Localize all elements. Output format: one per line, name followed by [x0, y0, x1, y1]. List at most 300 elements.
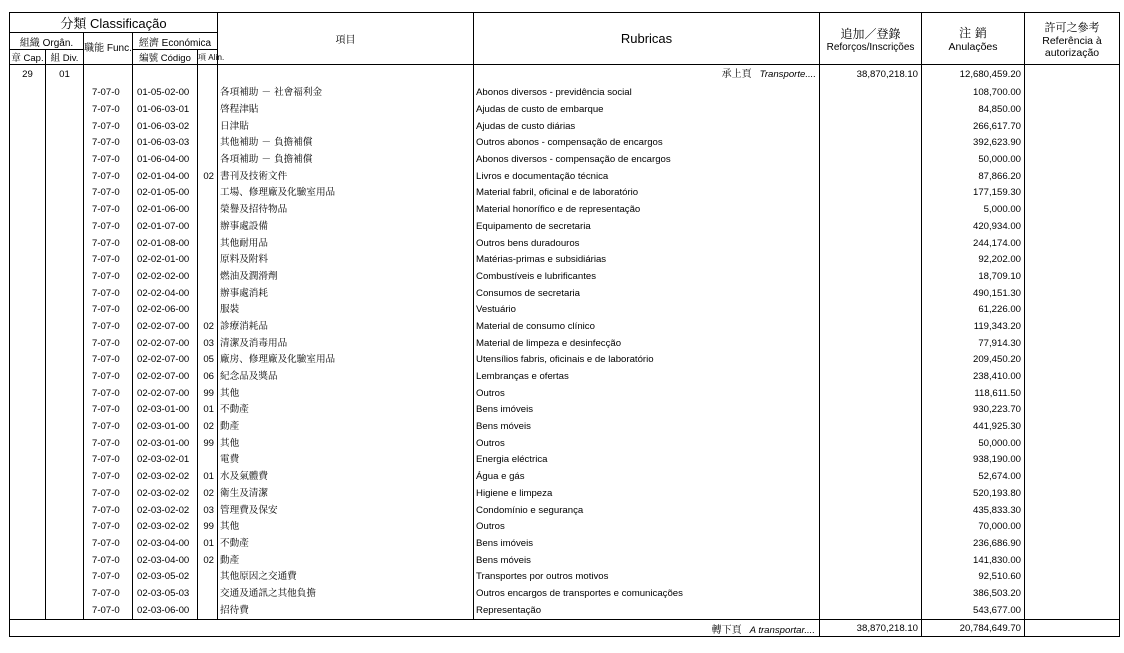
alin-cell: 02: [198, 552, 218, 569]
table-row: [10, 85, 1120, 102]
cap-cell: [10, 152, 46, 169]
reforcos-cell: [820, 385, 922, 402]
func-cell: 7-07-0: [84, 202, 133, 219]
item-zh-cell: 動產: [218, 419, 474, 436]
alin-cell: 01: [198, 536, 218, 553]
rubrica-cell: Outros: [474, 435, 820, 452]
item-zh-cell: 水及氣體費: [218, 469, 474, 486]
func-cell: 7-07-0: [84, 135, 133, 152]
div-cell: [46, 536, 84, 553]
func-cell: 7-07-0: [84, 552, 133, 569]
rubrica-cell: Livros e documentação técnica: [474, 168, 820, 185]
reforcos-cell: [820, 552, 922, 569]
alin-cell: 05: [198, 352, 218, 369]
cap-cell: [10, 602, 46, 619]
div-cell: [46, 419, 84, 436]
rubrica-cell: Ajudas de custo de embarque: [474, 102, 820, 119]
reforcos-cell: [820, 369, 922, 386]
code-cell: 02-03-05-03: [133, 586, 198, 603]
cap-cell: [10, 369, 46, 386]
table-footer: [10, 620, 1120, 637]
carry-forward-reforcos: 38,870,218.10: [820, 620, 922, 637]
div-cell: [46, 385, 84, 402]
item-zh-cell: 書刊及技術文件: [218, 168, 474, 185]
referencia-cell: [1025, 102, 1120, 119]
func-cell: 7-07-0: [84, 486, 133, 503]
carried-reforcos: 38,870,218.10: [820, 65, 922, 86]
reforcos-cell: [820, 502, 922, 519]
alin-cell: [198, 202, 218, 219]
div-cell: [46, 486, 84, 503]
code-cell: 02-03-01-00: [133, 419, 198, 436]
alin-cell: [198, 185, 218, 202]
item-zh-cell: 衛生及清潔: [218, 486, 474, 503]
table-row: [10, 552, 1120, 569]
cap-cell: [10, 352, 46, 369]
func-cell: 7-07-0: [84, 85, 133, 102]
reforcos-cell: [820, 102, 922, 119]
div-cell: [46, 285, 84, 302]
func-cell: 7-07-0: [84, 452, 133, 469]
referencia-cell: [1025, 185, 1120, 202]
reforcos-cell: [820, 469, 922, 486]
item-zh-cell: 不動產: [218, 536, 474, 553]
anulacoes-cell: 238,410.00: [922, 369, 1025, 386]
budget-ledger-table: [9, 12, 1120, 637]
anulacoes-header: 注 銷 Anulações: [922, 13, 1025, 65]
anulacoes-cell: 520,193.80: [922, 486, 1025, 503]
referencia-header: 許可之參考 Referência à autorização: [1025, 13, 1120, 65]
reforcos-cell: [820, 419, 922, 436]
code-cell: 02-02-04-00: [133, 285, 198, 302]
cap-cell: [10, 335, 46, 352]
cap-cell: [10, 419, 46, 436]
div-cell: [46, 552, 84, 569]
func-cell: 7-07-0: [84, 569, 133, 586]
div-cell: [46, 118, 84, 135]
alin-cell: [198, 118, 218, 135]
alin-cell: [198, 235, 218, 252]
code-cell: 01-06-03-02: [133, 118, 198, 135]
cap-cell: [10, 118, 46, 135]
table-row: [10, 435, 1120, 452]
alin-cell: 03: [198, 502, 218, 519]
code-cell: 02-02-07-00: [133, 369, 198, 386]
referencia-cell: [1025, 602, 1120, 619]
reforcos-cell: [820, 219, 922, 236]
reforcos-cell: [820, 452, 922, 469]
referencia-cell: [1025, 219, 1120, 236]
code-cell: 01-06-03-03: [133, 135, 198, 152]
anulacoes-cell: 92,510.60: [922, 569, 1025, 586]
table-row: [10, 269, 1120, 286]
reforcos-cell: [820, 168, 922, 185]
table-row: [10, 235, 1120, 252]
anulacoes-cell: 108,700.00: [922, 85, 1025, 102]
code-cell: 02-02-07-00: [133, 352, 198, 369]
func-cell: 7-07-0: [84, 469, 133, 486]
table-row: [10, 602, 1120, 619]
cap-cell: [10, 269, 46, 286]
rubrica-cell: Lembranças e ofertas: [474, 369, 820, 386]
table-row: [10, 385, 1120, 402]
alin-cell: [198, 135, 218, 152]
table-row: [10, 486, 1120, 503]
code-cell: 02-02-06-00: [133, 302, 198, 319]
item-zh-cell: 清潔及消毒用品: [218, 335, 474, 352]
code-cell: 02-03-04-00: [133, 552, 198, 569]
reforcos-cell: [820, 586, 922, 603]
anulacoes-cell: 52,674.00: [922, 469, 1025, 486]
table-row: [10, 502, 1120, 519]
anulacoes-cell: 77,914.30: [922, 335, 1025, 352]
rubrica-cell: Bens imóveis: [474, 536, 820, 553]
reforcos-cell: [820, 402, 922, 419]
div-cell: 01: [46, 65, 84, 86]
carry-forward-row: [10, 620, 1120, 637]
funcional-header: 職能 Func.: [84, 33, 133, 65]
item-zh-cell: 服裝: [218, 302, 474, 319]
cap-cell: [10, 202, 46, 219]
code-cell: 02-03-05-02: [133, 569, 198, 586]
referencia-cell: [1025, 118, 1120, 135]
func-cell: 7-07-0: [84, 285, 133, 302]
anulacoes-cell: 118,611.50: [922, 385, 1025, 402]
classificacao-header: 分類 Classificação: [10, 13, 218, 33]
anulacoes-cell: 386,503.20: [922, 586, 1025, 603]
alin-cell: 06: [198, 369, 218, 386]
referencia-cell: [1025, 369, 1120, 386]
code-cell: 02-02-07-00: [133, 385, 198, 402]
func-cell: 7-07-0: [84, 519, 133, 536]
anulacoes-cell: 441,925.30: [922, 419, 1025, 436]
cap-cell: [10, 519, 46, 536]
rubrica-cell: Matérias-primas e subsidiárias: [474, 252, 820, 269]
code-cell: 02-01-07-00: [133, 219, 198, 236]
div-cell: [46, 319, 84, 336]
referencia-cell: [1025, 302, 1120, 319]
cap-cell: [10, 302, 46, 319]
alin-cell: 99: [198, 519, 218, 536]
item-zh-cell: 榮譽及招待物品: [218, 202, 474, 219]
code-cell: 01-06-04-00: [133, 152, 198, 169]
item-zh-header: 項目: [218, 13, 474, 65]
reforcos-cell: [820, 536, 922, 553]
table-row: [10, 118, 1120, 135]
item-zh-cell: 燃油及潤滑劑: [218, 269, 474, 286]
item-zh-cell: 其他: [218, 435, 474, 452]
anulacoes-cell: 87,866.20: [922, 168, 1025, 185]
anulacoes-cell: 209,450.20: [922, 352, 1025, 369]
rubricas-header: Rubricas: [474, 13, 820, 65]
referencia-cell: [1025, 502, 1120, 519]
referencia-cell: [1025, 168, 1120, 185]
rubrica-cell: Energia eléctrica: [474, 452, 820, 469]
table-row: [10, 536, 1120, 553]
reforcos-cell: [820, 118, 922, 135]
table-row: [10, 168, 1120, 185]
cap-cell: [10, 502, 46, 519]
cap-cell: [10, 385, 46, 402]
alin-cell: 99: [198, 385, 218, 402]
rubrica-cell: Outros abonos - compensação de encargos: [474, 135, 820, 152]
reforcos-cell: [820, 202, 922, 219]
rubrica-cell: Outros: [474, 385, 820, 402]
code-cell: 02-01-06-00: [133, 202, 198, 219]
rubrica-cell: Ajudas de custo diárias: [474, 118, 820, 135]
div-cell: [46, 135, 84, 152]
code-cell: 02-01-05-00: [133, 185, 198, 202]
code-cell: 02-02-02-00: [133, 269, 198, 286]
table-row: [10, 219, 1120, 236]
reforcos-cell: [820, 85, 922, 102]
reforcos-header: 追加／登錄 Reforços/Inscrições: [820, 13, 922, 65]
cap-cell: [10, 469, 46, 486]
item-zh-cell: 各項補助 － 負擔補償: [218, 152, 474, 169]
table-body: [10, 65, 1120, 620]
table-row: [10, 185, 1120, 202]
item-zh-cell: 其他: [218, 519, 474, 536]
item-zh-cell: 管理費及保安: [218, 502, 474, 519]
rubrica-cell: Material honorífico e de representação: [474, 202, 820, 219]
div-cell: [46, 502, 84, 519]
func-cell: 7-07-0: [84, 252, 133, 269]
item-zh-cell: 工場、修理廠及化驗室用品: [218, 185, 474, 202]
code-cell: 01-05-02-00: [133, 85, 198, 102]
rubrica-cell: Vestuário: [474, 302, 820, 319]
code-cell: 02-03-02-02: [133, 469, 198, 486]
cap-cell: [10, 235, 46, 252]
alin-cell: 03: [198, 335, 218, 352]
cap-cell: [10, 402, 46, 419]
func-cell: 7-07-0: [84, 502, 133, 519]
item-zh-cell: 其他: [218, 385, 474, 402]
table-row: [10, 369, 1120, 386]
rubrica-cell: Material de consumo clínico: [474, 319, 820, 336]
rubrica-cell: Higiene e limpeza: [474, 486, 820, 503]
code-cell: 02-01-08-00: [133, 235, 198, 252]
anulacoes-cell: 244,174.00: [922, 235, 1025, 252]
func-cell: 7-07-0: [84, 369, 133, 386]
alin-cell: [198, 586, 218, 603]
carry-forward-label: 轉下頁 A transportar....: [474, 620, 820, 637]
cap-cell: [10, 252, 46, 269]
cap-cell: [10, 285, 46, 302]
func-cell: 7-07-0: [84, 352, 133, 369]
div-cell: [46, 569, 84, 586]
alin-cell: [198, 252, 218, 269]
table-row: [10, 102, 1120, 119]
rubrica-cell: Outros bens duradouros: [474, 235, 820, 252]
cap-cell: [10, 219, 46, 236]
alin-cell: 99: [198, 435, 218, 452]
referencia-cell: [1025, 402, 1120, 419]
alin-cell: 02: [198, 419, 218, 436]
referencia-cell: [1025, 285, 1120, 302]
reforcos-cell: [820, 185, 922, 202]
div-cell: [46, 519, 84, 536]
cap-cell: [10, 569, 46, 586]
alin-cell: 02: [198, 319, 218, 336]
anulacoes-cell: 50,000.00: [922, 152, 1025, 169]
referencia-cell: [1025, 85, 1120, 102]
cap-cell: 29: [10, 65, 46, 86]
item-zh-cell: 啓程津貼: [218, 102, 474, 119]
anulacoes-cell: 18,709.10: [922, 269, 1025, 286]
code-cell: 02-03-01-00: [133, 402, 198, 419]
referencia-cell: [1025, 486, 1120, 503]
cap-cell: [10, 486, 46, 503]
code-cell: 02-02-07-00: [133, 319, 198, 336]
func-cell: 7-07-0: [84, 168, 133, 185]
cap-header: 章 Cap.: [10, 50, 46, 65]
item-zh-cell: 廠房、修理廠及化驗室用品: [218, 352, 474, 369]
div-cell: [46, 85, 84, 102]
code-cell: 02-02-07-00: [133, 335, 198, 352]
rubrica-cell: Outros: [474, 519, 820, 536]
alin-header: 項 Alín.: [198, 50, 218, 65]
item-zh-cell: 診療消耗品: [218, 319, 474, 336]
referencia-cell: [1025, 469, 1120, 486]
carried-label: 承上頁 Transporte....: [474, 65, 820, 86]
rubrica-cell: Bens móveis: [474, 552, 820, 569]
alin-cell: [198, 102, 218, 119]
anulacoes-cell: 435,833.30: [922, 502, 1025, 519]
func-cell: 7-07-0: [84, 319, 133, 336]
div-cell: [46, 335, 84, 352]
div-cell: [46, 185, 84, 202]
table-header: [10, 13, 1120, 65]
reforcos-cell: [820, 486, 922, 503]
rubrica-cell: Combustíveis e lubrificantes: [474, 269, 820, 286]
func-cell: 7-07-0: [84, 586, 133, 603]
anulacoes-cell: 490,151.30: [922, 285, 1025, 302]
referencia-cell: [1025, 135, 1120, 152]
func-cell: 7-07-0: [84, 152, 133, 169]
code-cell: 02-01-04-00: [133, 168, 198, 185]
anulacoes-cell: 70,000.00: [922, 519, 1025, 536]
table-row: [10, 319, 1120, 336]
referencia-cell: [1025, 335, 1120, 352]
reforcos-cell: [820, 335, 922, 352]
div-cell: [46, 168, 84, 185]
code-cell: 01-06-03-01: [133, 102, 198, 119]
item-zh-cell: 原料及附料: [218, 252, 474, 269]
anulacoes-cell: 392,623.90: [922, 135, 1025, 152]
table-row: [10, 335, 1120, 352]
alin-cell: [198, 452, 218, 469]
cap-cell: [10, 435, 46, 452]
item-zh-cell: 辦事處消耗: [218, 285, 474, 302]
div-cell: [46, 269, 84, 286]
table-row: [10, 152, 1120, 169]
carried-row: [10, 65, 1120, 86]
item-zh-cell: 其他補助 － 負擔補償: [218, 135, 474, 152]
reforcos-cell: [820, 319, 922, 336]
item-zh-cell: 不動產: [218, 402, 474, 419]
anulacoes-cell: 177,159.30: [922, 185, 1025, 202]
code-cell: 02-03-01-00: [133, 435, 198, 452]
item-zh-cell: 日津貼: [218, 118, 474, 135]
referencia-cell: [1025, 352, 1120, 369]
alin-cell: [198, 602, 218, 619]
alin-cell: 01: [198, 402, 218, 419]
rubrica-cell: Bens móveis: [474, 419, 820, 436]
div-cell: [46, 302, 84, 319]
reforcos-cell: [820, 235, 922, 252]
reforcos-cell: [820, 285, 922, 302]
cap-cell: [10, 185, 46, 202]
table-row: [10, 586, 1120, 603]
table-row: [10, 135, 1120, 152]
reforcos-cell: [820, 352, 922, 369]
code-cell: 02-03-02-02: [133, 519, 198, 536]
anulacoes-cell: 92,202.00: [922, 252, 1025, 269]
referencia-cell: [1025, 435, 1120, 452]
reforcos-cell: [820, 152, 922, 169]
referencia-cell: [1025, 152, 1120, 169]
code-cell: 02-02-01-00: [133, 252, 198, 269]
code-cell: 02-03-06-00: [133, 602, 198, 619]
referencia-cell: [1025, 569, 1120, 586]
alin-cell: 01: [198, 469, 218, 486]
div-cell: [46, 402, 84, 419]
cap-cell: [10, 85, 46, 102]
func-cell: 7-07-0: [84, 118, 133, 135]
table-row: [10, 452, 1120, 469]
rubrica-cell: Material fabril, oficinal e de laboratório: [474, 185, 820, 202]
rubrica-cell: Outros encargos de transportes e comunicações: [474, 586, 820, 603]
div-cell: [46, 202, 84, 219]
anulacoes-cell: 543,677.00: [922, 602, 1025, 619]
func-cell: 7-07-0: [84, 402, 133, 419]
item-zh-cell: 各項補助 － 社會福利金: [218, 85, 474, 102]
table-row: [10, 302, 1120, 319]
div-cell: [46, 602, 84, 619]
alin-cell: [198, 219, 218, 236]
referencia-cell: [1025, 552, 1120, 569]
rubrica-cell: Representação: [474, 602, 820, 619]
func-cell: 7-07-0: [84, 235, 133, 252]
anulacoes-cell: 938,190.00: [922, 452, 1025, 469]
item-zh-cell: 招待費: [218, 602, 474, 619]
cap-cell: [10, 102, 46, 119]
anulacoes-cell: 119,343.20: [922, 319, 1025, 336]
code-cell: 02-03-02-01: [133, 452, 198, 469]
rubrica-cell: Condomínio e segurança: [474, 502, 820, 519]
rubrica-cell: Água e gás: [474, 469, 820, 486]
item-zh-cell: 交通及通訊之其他負擔: [218, 586, 474, 603]
cap-cell: [10, 135, 46, 152]
alin-cell: 02: [198, 486, 218, 503]
div-cell: [46, 235, 84, 252]
referencia-cell: [1025, 586, 1120, 603]
item-zh-cell: 電費: [218, 452, 474, 469]
func-cell: 7-07-0: [84, 102, 133, 119]
div-cell: [46, 469, 84, 486]
reforcos-cell: [820, 569, 922, 586]
func-cell: 7-07-0: [84, 602, 133, 619]
item-zh-cell: 其他原因之交通費: [218, 569, 474, 586]
func-cell: 7-07-0: [84, 435, 133, 452]
referencia-cell: [1025, 536, 1120, 553]
alin-cell: 02: [198, 168, 218, 185]
cap-cell: [10, 319, 46, 336]
cap-cell: [10, 452, 46, 469]
rubrica-cell: Consumos de secretaria: [474, 285, 820, 302]
table-row: [10, 285, 1120, 302]
code-cell: 02-03-02-02: [133, 486, 198, 503]
